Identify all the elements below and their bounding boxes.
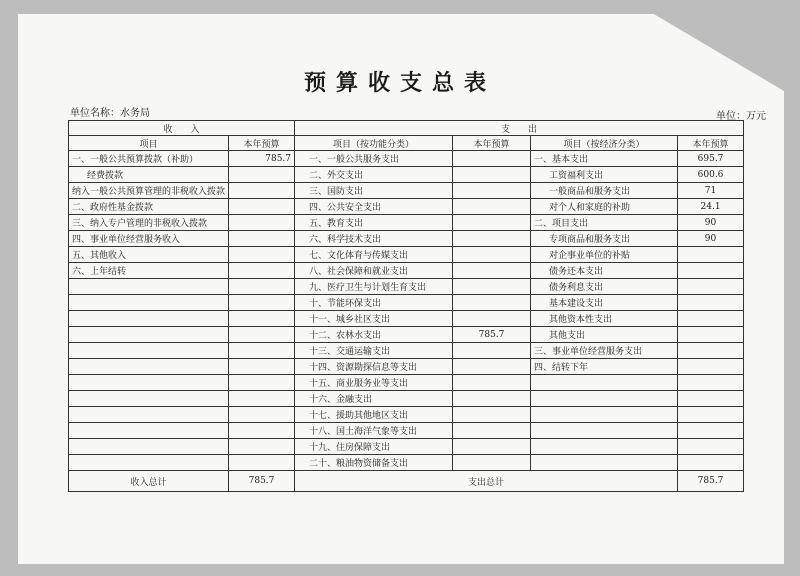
table-row [69, 407, 744, 423]
income-total-value: 785.7 [229, 471, 295, 492]
income-budget-cell [229, 327, 295, 343]
income-budget-cell [229, 375, 295, 391]
economic-item-cell: 一般商品和服务支出 [531, 183, 678, 199]
income-budget-cell [229, 183, 295, 199]
function-budget-cell [453, 423, 531, 439]
income-item-cell: 一、一般公共预算拨款（补助） [69, 151, 229, 167]
table-row [69, 247, 744, 263]
function-budget-cell: 785.7 [453, 327, 531, 343]
income-budget-cell [229, 455, 295, 471]
table-row [69, 167, 744, 183]
function-budget-cell [453, 407, 531, 423]
economic-budget-cell [678, 375, 744, 391]
income-budget-cell [229, 343, 295, 359]
income-budget-cell [229, 263, 295, 279]
income-budget-cell [229, 407, 295, 423]
function-budget-cell [453, 391, 531, 407]
income-item-cell [69, 391, 229, 407]
economic-budget-cell [678, 263, 744, 279]
function-item-cell: 九、医疗卫生与计划生育支出 [295, 279, 453, 295]
income-budget-cell [229, 295, 295, 311]
function-budget-cell [453, 343, 531, 359]
economic-budget-cell: 90 [678, 231, 744, 247]
economic-item-cell: 工资福利支出 [531, 167, 678, 183]
economic-budget-cell [678, 407, 744, 423]
income-budget-cell [229, 423, 295, 439]
income-item-cell: 二、政府性基金拨款 [69, 199, 229, 215]
economic-item-cell: 基本建设支出 [531, 295, 678, 311]
function-item-cell: 四、公共安全支出 [295, 199, 453, 215]
function-item-cell: 十三、交通运输支出 [295, 343, 453, 359]
table-row [69, 295, 744, 311]
income-budget-cell [229, 199, 295, 215]
function-budget-cell [453, 263, 531, 279]
function-item-cell: 十一、城乡社区支出 [295, 311, 453, 327]
income-item-cell [69, 359, 229, 375]
income-budget-cell: 785.7 [229, 151, 295, 167]
table-row [69, 279, 744, 295]
economic-budget-cell: 695.7 [678, 151, 744, 167]
table-row [69, 215, 744, 231]
economic-item-cell: 债务利息支出 [531, 279, 678, 295]
income-item-cell [69, 407, 229, 423]
function-item-cell: 十九、住房保障支出 [295, 439, 453, 455]
income-item-cell [69, 327, 229, 343]
function-budget-cell [453, 295, 531, 311]
economic-budget-cell [678, 247, 744, 263]
economic-item-cell: 二、项目支出 [531, 215, 678, 231]
function-budget-cell [453, 279, 531, 295]
function-item-cell: 六、科学技术支出 [295, 231, 453, 247]
economic-item-cell [531, 391, 678, 407]
table-row [69, 423, 744, 439]
function-budget-cell [453, 167, 531, 183]
function-item-header: 项目（按功能分类） [295, 136, 453, 151]
economic-item-cell [531, 439, 678, 455]
income-item-cell: 纳入一般公共预算管理的非税收入拨款 [69, 183, 229, 199]
income-item-header: 项目 [69, 136, 229, 151]
budget-table [68, 120, 744, 492]
income-budget-cell [229, 231, 295, 247]
function-item-cell: 十七、援助其他地区支出 [295, 407, 453, 423]
function-budget-cell [453, 359, 531, 375]
function-item-cell: 七、文化体育与传媒支出 [295, 247, 453, 263]
function-budget-cell [453, 199, 531, 215]
income-item-cell: 六、上年结转 [69, 263, 229, 279]
economic-budget-cell [678, 343, 744, 359]
economic-budget-cell [678, 279, 744, 295]
expense-total-label: 支出总计 [295, 471, 678, 492]
function-item-cell: 十六、金融支出 [295, 391, 453, 407]
economic-item-cell [531, 423, 678, 439]
income-budget-cell [229, 167, 295, 183]
unit-name-label: 单位名称：水务局 [70, 108, 150, 119]
income-section-header: 收 入 [69, 121, 295, 136]
function-budget-cell [453, 183, 531, 199]
economic-budget-cell: 24.1 [678, 199, 744, 215]
function-item-cell: 十、节能环保支出 [295, 295, 453, 311]
income-item-cell [69, 311, 229, 327]
economic-budget-cell [678, 327, 744, 343]
income-budget-cell [229, 279, 295, 295]
income-budget-cell [229, 215, 295, 231]
function-item-cell: 十四、资源勘探信息等支出 [295, 359, 453, 375]
income-item-cell [69, 343, 229, 359]
table-row [69, 359, 744, 375]
function-item-cell: 十二、农林水支出 [295, 327, 453, 343]
table-row [69, 375, 744, 391]
totals-row [69, 471, 744, 492]
income-item-cell: 四、事业单位经营服务收入 [69, 231, 229, 247]
income-total-label: 收入总计 [69, 471, 229, 492]
table-row [69, 263, 744, 279]
economic-item-cell: 债务还本支出 [531, 263, 678, 279]
income-item-cell: 经费拨款 [69, 167, 229, 183]
economic-item-cell: 其他资本性支出 [531, 311, 678, 327]
function-item-cell: 三、国防支出 [295, 183, 453, 199]
table-row [69, 455, 744, 471]
function-budget-cell [453, 455, 531, 471]
function-item-cell: 五、教育支出 [295, 215, 453, 231]
function-budget-cell [453, 375, 531, 391]
table-row [69, 231, 744, 247]
function-budget-cell [453, 439, 531, 455]
economic-item-header: 项目（按经济分类） [531, 136, 678, 151]
section-header-row [69, 121, 744, 136]
table-row [69, 151, 744, 167]
income-budget-header: 本年预算 [229, 136, 295, 151]
economic-item-cell [531, 375, 678, 391]
table-row [69, 327, 744, 343]
economic-budget-cell [678, 359, 744, 375]
expense-total-value: 785.7 [678, 471, 744, 492]
economic-budget-header: 本年预算 [678, 136, 744, 151]
economic-item-cell: 专项商品和服务支出 [531, 231, 678, 247]
column-header-row [69, 136, 744, 151]
function-budget-cell [453, 151, 531, 167]
function-item-cell: 八、社会保障和就业支出 [295, 263, 453, 279]
economic-budget-cell [678, 455, 744, 471]
function-item-cell: 十八、国土海洋气象等支出 [295, 423, 453, 439]
function-item-cell: 一、一般公共服务支出 [295, 151, 453, 167]
economic-budget-cell [678, 311, 744, 327]
income-budget-cell [229, 391, 295, 407]
economic-item-cell: 四、结转下年 [531, 359, 678, 375]
economic-budget-cell: 90 [678, 215, 744, 231]
function-budget-cell [453, 247, 531, 263]
income-item-cell [69, 295, 229, 311]
economic-item-cell: 其他支出 [531, 327, 678, 343]
income-budget-cell [229, 439, 295, 455]
income-item-cell [69, 455, 229, 471]
income-budget-cell [229, 359, 295, 375]
economic-item-cell: 对个人和家庭的补助 [531, 199, 678, 215]
unit-label: 单位：万元 [716, 111, 766, 122]
economic-item-cell: 一、基本支出 [531, 151, 678, 167]
function-item-cell: 二十、粮油物资储备支出 [295, 455, 453, 471]
economic-budget-cell [678, 423, 744, 439]
income-item-cell [69, 279, 229, 295]
table-row [69, 199, 744, 215]
expense-section-header: 支 出 [295, 121, 744, 136]
income-budget-cell [229, 247, 295, 263]
table-row [69, 391, 744, 407]
economic-budget-cell: 600.6 [678, 167, 744, 183]
table-row [69, 183, 744, 199]
income-item-cell: 五、其他收入 [69, 247, 229, 263]
function-item-cell: 十五、商业服务业等支出 [295, 375, 453, 391]
economic-budget-cell [678, 391, 744, 407]
table-row [69, 439, 744, 455]
function-budget-cell [453, 311, 531, 327]
function-budget-header: 本年预算 [453, 136, 531, 151]
income-item-cell [69, 375, 229, 391]
table-row [69, 311, 744, 327]
economic-item-cell [531, 407, 678, 423]
income-item-cell [69, 439, 229, 455]
function-budget-cell [453, 215, 531, 231]
economic-item-cell [531, 455, 678, 471]
economic-item-cell: 三、事业单位经营服务支出 [531, 343, 678, 359]
economic-budget-cell [678, 439, 744, 455]
function-budget-cell [453, 231, 531, 247]
function-item-cell: 二、外交支出 [295, 167, 453, 183]
economic-budget-cell [678, 295, 744, 311]
economic-budget-cell: 71 [678, 183, 744, 199]
income-item-cell [69, 423, 229, 439]
income-item-cell: 三、纳入专户管理的非税收入拨款 [69, 215, 229, 231]
table-row [69, 343, 744, 359]
income-budget-cell [229, 311, 295, 327]
page-title: 预算收支总表 [303, 70, 496, 96]
economic-item-cell: 对企事业单位的补贴 [531, 247, 678, 263]
